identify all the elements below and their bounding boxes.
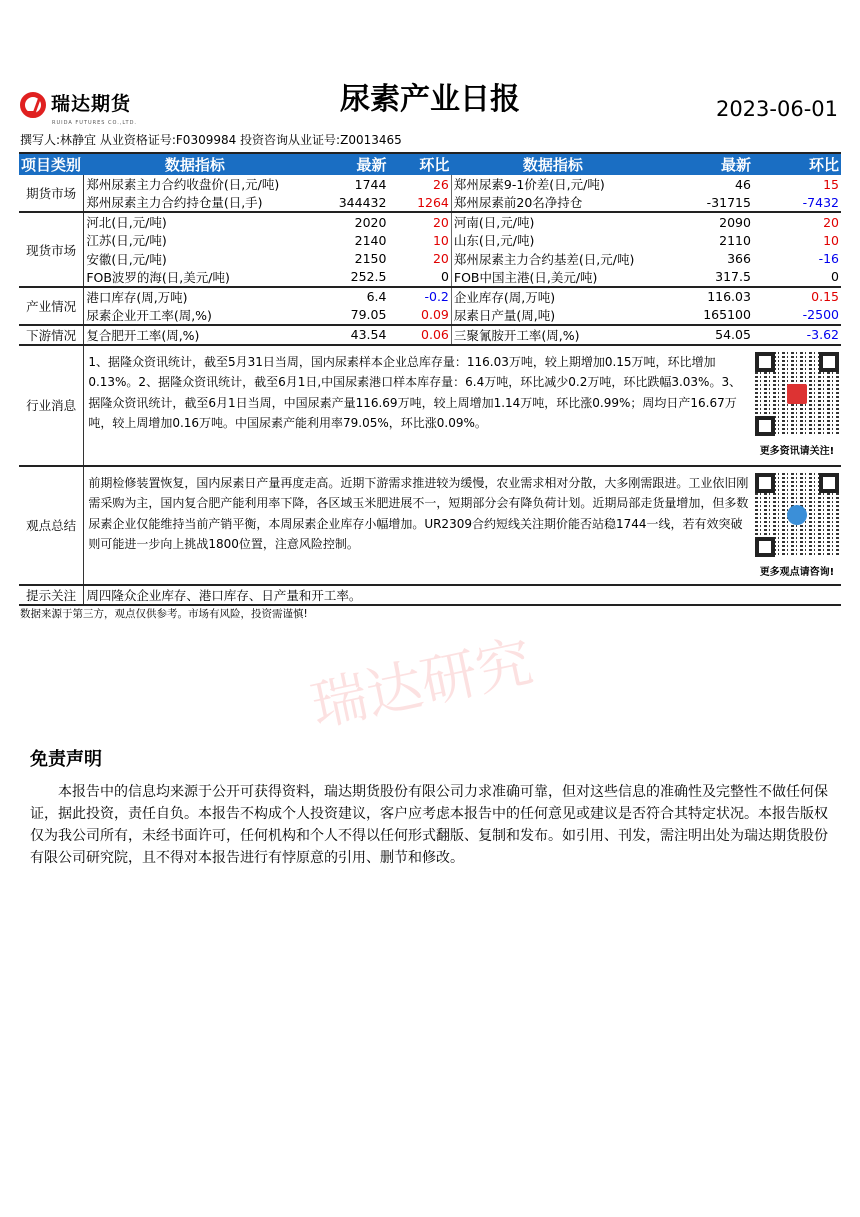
change-value: 0.06 xyxy=(388,325,451,345)
change-value: -2500 xyxy=(802,307,839,323)
qr-cell xyxy=(753,466,841,585)
change-value: 10 xyxy=(823,232,839,248)
latest-value: 344432 xyxy=(338,194,387,210)
table-row xyxy=(19,250,841,268)
table-row xyxy=(19,287,841,306)
latest-value: 2020 xyxy=(306,212,388,231)
change-value: 20 xyxy=(753,212,841,231)
change-value: -0.2 xyxy=(388,287,451,306)
change-value: 20 xyxy=(388,212,451,231)
company-logo xyxy=(20,90,170,134)
change-value: 1264 xyxy=(388,193,451,212)
watermark: 瑞达研究 xyxy=(305,629,539,740)
latest-value: 252.5 xyxy=(350,269,387,285)
indicator-name: 山东(日,元/吨) xyxy=(453,233,535,249)
category-cell: 产业情况 xyxy=(19,287,84,325)
column-header: 数据指标 xyxy=(84,153,306,175)
column-header: 最新 xyxy=(306,153,388,175)
qr-cell xyxy=(753,345,841,466)
latest-value: 116.03 xyxy=(654,287,753,306)
latest-value: 2090 xyxy=(654,212,753,231)
table-row xyxy=(19,306,841,325)
category-cell: 提示关注 xyxy=(19,585,84,605)
category-cell: 期货市场 xyxy=(19,175,84,212)
table-row xyxy=(19,325,841,345)
source-note: 数据来源于第三方，观点仅供参考。市场有风险，投资需谨慎! xyxy=(20,608,308,620)
indicator-name: FOB波罗的海(日,美元/吨) xyxy=(86,269,230,285)
category-cell: 现货市场 xyxy=(19,212,84,287)
change-value: 26 xyxy=(388,175,451,193)
category-cell: 行业消息 xyxy=(19,345,84,466)
indicator-name: 港口库存(周,万吨) xyxy=(84,287,306,306)
change-value: 0.15 xyxy=(753,287,841,306)
data-table xyxy=(19,152,841,606)
indicator-name: 河南(日,元/吨) xyxy=(451,212,654,231)
news-row xyxy=(19,345,841,466)
latest-value: 46 xyxy=(735,176,751,192)
column-header: 环比 xyxy=(388,153,451,175)
table-row xyxy=(19,175,841,193)
indicator-name: 郑州尿素主力合约收盘价(日,元/吨) xyxy=(86,177,280,193)
change-value: 0 xyxy=(831,269,839,285)
latest-value: 43.54 xyxy=(306,325,388,345)
category-cell: 下游情况 xyxy=(19,325,84,345)
indicator-name: 郑州尿素主力合约基差(日,元/吨) xyxy=(453,251,635,267)
latest-value: 2150 xyxy=(354,251,387,267)
latest-value: 165100 xyxy=(703,307,751,323)
qr-caption: 更多观点请咨询! xyxy=(759,566,835,578)
indicator-name: 三聚氰胺开工率(周,%) xyxy=(451,325,654,345)
report-title: 尿素产业日报 xyxy=(340,82,520,117)
indicator-name: 河北(日,元/吨) xyxy=(84,212,306,231)
view-row xyxy=(19,466,841,585)
column-header: 项目类别 xyxy=(19,153,84,175)
report-date: 2023-06-01 xyxy=(715,97,838,121)
latest-value: 317.5 xyxy=(715,269,751,285)
latest-value: 54.05 xyxy=(654,325,753,345)
table-row xyxy=(19,268,841,287)
header-row xyxy=(19,153,841,175)
column-header: 环比 xyxy=(753,153,841,175)
change-value: 0 xyxy=(388,268,451,287)
latest-value: 2110 xyxy=(719,232,751,248)
latest-value: 366 xyxy=(727,251,751,267)
latest-value: -31715 xyxy=(706,194,751,210)
logo-icon xyxy=(20,92,46,118)
table-row xyxy=(19,193,841,212)
indicator-name: 郑州尿素9-1价差(日,元/吨) xyxy=(453,177,605,193)
table-row xyxy=(19,212,841,231)
indicator-name: 企业库存(周,万吨) xyxy=(451,287,654,306)
logo-text: 瑞达期货 xyxy=(51,93,132,115)
latest-value: 1744 xyxy=(354,176,387,192)
change-value: -3.62 xyxy=(753,325,841,345)
change-value: 10 xyxy=(388,231,451,249)
indicator-name: FOB中国主港(日,美元/吨) xyxy=(453,269,598,285)
latest-value: 6.4 xyxy=(306,287,388,306)
change-value: -7432 xyxy=(802,194,839,210)
change-value: 0.09 xyxy=(388,306,451,325)
change-value: -16 xyxy=(818,251,839,267)
logo-subtext: RUIDA FUTURES CO.,LTD. xyxy=(52,120,138,126)
disclaimer-text: 本报告中的信息均来源于公开可获得资料，瑞达期货股份有限公司力求准确可靠，但对这些信息的准确性及完整性不做任何保证，据此投资，责任自负。本报告不构成个人投资建议，客户应考虑本报告中的任何意见或建议是否符合其特定状况。本报告版权仅为我公司所有，未经书面许可，任何机构和个人不得以任何形式翻版、复制和发布。如引用、刊发，需注明出处为瑞达期货股份有限公司研究院，且不得对本报告进行有悖原意的引用、删节和修改。 xyxy=(30,784,828,866)
indicator-name: 郑州尿素主力合约持仓量(日,手) xyxy=(86,195,263,211)
tips-row xyxy=(19,585,841,605)
indicator-name: 尿素企业开工率(周,%) xyxy=(86,307,212,323)
indicator-name: 安徽(日,元/吨) xyxy=(86,251,167,267)
disclaimer-title: 免责声明 xyxy=(30,749,102,770)
latest-value: 2140 xyxy=(354,232,387,248)
qr-code-icon[interactable] xyxy=(755,352,839,436)
change-value: 15 xyxy=(823,176,839,192)
column-header: 数据指标 xyxy=(451,153,654,175)
column-header: 最新 xyxy=(654,153,753,175)
indicator-name: 尿素日产量(周,吨) xyxy=(453,307,556,323)
latest-value: 79.05 xyxy=(350,307,387,323)
change-value: 20 xyxy=(388,250,451,268)
indicator-name: 郑州尿素前20名净持仓 xyxy=(453,195,583,211)
qr-code-icon[interactable] xyxy=(755,473,839,557)
indicator-name: 复合肥开工率(周,%) xyxy=(84,325,306,345)
table-row xyxy=(19,231,841,249)
category-cell: 观点总结 xyxy=(19,466,84,585)
news-text: 1、据隆众资讯统计，截至5月31日当周，国内尿素样本企业总库存量：116.03万吨，较上期增加0.15万吨，环比增加0.13%。2、据隆众资讯统计，截至6月1日,中国尿素港口样本库存量：6.4万吨，环比减少0.2万吨，环比跌幅3.03%。3、据隆众资讯统计，截至6月1日当周，中国尿素产量116.69万吨，较上周增加1.14万吨，环比涨0.99%；周均日产16.67万吨，较上周增加0.16万吨。中国尿素产能利用率79.05%，环比涨0.09%。 xyxy=(84,345,753,466)
indicator-name: 江苏(日,元/吨) xyxy=(86,233,167,249)
view-text: 前期检修装置恢复，国内尿素日产量再度走高。近期下游需求推进较为缓慢，农业需求相对分散，大多刚需跟进。工业依旧刚需采购为主，国内复合肥产能利用率下降，各区域玉米肥进展不一，短期部分会有降负荷计划。近期局部走货量增加，但多数尿素企业仅能维持当前产销平衡，本周尿素企业库存小幅增加。UR2309合约短线关注期价能否站稳1744一线，若有效突破则可能进一步向上挑战1800位置，注意风险控制。 xyxy=(84,466,753,585)
tips-text: 周四隆众企业库存、港口库存、日产量和开工率。 xyxy=(84,585,841,605)
qr-caption: 更多资讯请关注! xyxy=(759,445,835,457)
author-line: 撰写人:林静宜 从业资格证号:F0309984 投资咨询从业证号:Z0013465 xyxy=(20,133,402,147)
